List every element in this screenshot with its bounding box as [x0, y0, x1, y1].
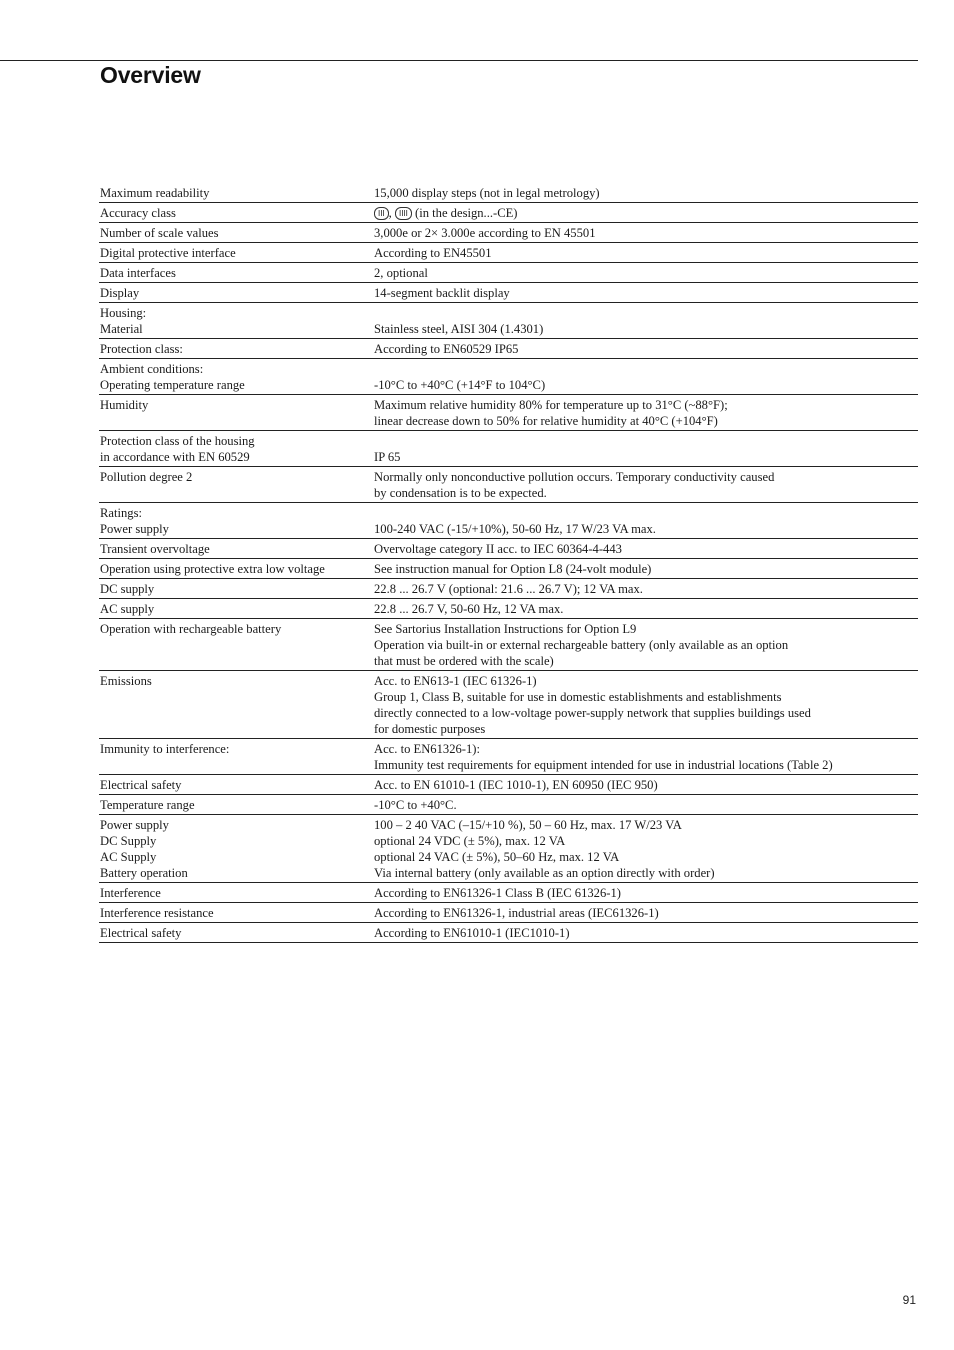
spec-row: [99, 795, 918, 815]
spec-value-line: Immunity test requirements for equipment intended for use in industrial locations (Table 2): [374, 758, 833, 772]
spec-value-line: 3,000e or 2× 3.000e according to EN 45501: [374, 226, 596, 240]
spec-value: [373, 243, 918, 263]
spec-value: [373, 283, 918, 303]
spec-value: [373, 671, 918, 739]
spec-label-line: AC supply: [100, 602, 155, 616]
spec-label: [99, 775, 373, 795]
spec-value-line: 100 – 2 40 VAC (–15/+10 %), 50 – 60 Hz, max. 17 W/23 VA: [374, 818, 682, 832]
spec-label: [99, 359, 373, 395]
spec-row: [99, 395, 918, 431]
spec-label-line: Operating temperature range: [100, 378, 245, 392]
spec-row: [99, 203, 918, 223]
spec-label: [99, 339, 373, 359]
spec-value-line: According to EN61326-1, industrial areas (IEC61326-1): [374, 906, 659, 920]
spec-row: [99, 183, 918, 203]
spec-value: [373, 223, 918, 243]
spec-value-line: According to EN45501: [374, 246, 492, 260]
spec-label: [99, 183, 373, 203]
spec-value-line: 22.8 ... 26.7 V (optional: 21.6 ... 26.7 V); 12 VA max.: [374, 582, 643, 596]
spec-value-line: that must be ordered with the scale): [374, 654, 554, 668]
spec-value: [373, 795, 918, 815]
spec-label-line: Digital protective interface: [100, 246, 236, 260]
spec-row: [99, 263, 918, 283]
spec-value-line: for domestic purposes: [374, 722, 486, 736]
spec-row: [99, 923, 918, 943]
spec-value: [373, 739, 918, 775]
spec-value-line: See Sartorius Installation Instructions for Option L9: [374, 622, 637, 636]
spec-label: [99, 815, 373, 883]
spec-label-line: DC supply: [100, 582, 155, 596]
spec-row: [99, 467, 918, 503]
spec-label-line: Number of scale values: [100, 226, 219, 240]
spec-value: [373, 539, 918, 559]
spec-label-line: Transient overvoltage: [100, 542, 210, 556]
spec-value-line: optional 24 VDC (± 5%), max. 12 VA: [374, 834, 566, 848]
spec-label-line: Electrical safety: [100, 778, 182, 792]
spec-label-line: Material: [100, 322, 143, 336]
spec-label: [99, 303, 373, 339]
spec-value: [373, 775, 918, 795]
spec-value-line: According to EN61010-1 (IEC1010-1): [374, 926, 570, 940]
spec-label: [99, 263, 373, 283]
specifications-table: [99, 183, 918, 943]
spec-label-line: Interference resistance: [100, 906, 214, 920]
spec-row: [99, 359, 918, 395]
spec-value-line: by condensation is to be expected.: [374, 486, 547, 500]
spec-label-line: Temperature range: [100, 798, 195, 812]
spec-value: [373, 359, 918, 395]
spec-label-line: DC Supply: [100, 834, 157, 848]
spec-value: [373, 431, 918, 467]
spec-value: [373, 203, 918, 223]
spec-label-line: Maximum readability: [100, 186, 210, 200]
spec-value-line: 100-240 VAC (-15/+10%), 50-60 Hz, 17 W/23 VA max.: [374, 522, 656, 536]
spec-label-line: Electrical safety: [100, 926, 182, 940]
spec-value-line: According to EN61326-1 Class B (IEC 61326-1): [374, 886, 621, 900]
spec-label-line: Power supply: [100, 522, 169, 536]
spec-row: [99, 431, 918, 467]
spec-row: [99, 903, 918, 923]
spec-label-line: AC Supply: [100, 850, 157, 864]
spec-label: [99, 903, 373, 923]
spec-row: [99, 559, 918, 579]
spec-label: [99, 599, 373, 619]
spec-value-line: -10°C to +40°C.: [374, 798, 457, 812]
spec-label-line: Interference: [100, 886, 161, 900]
spec-value: [373, 883, 918, 903]
spec-label: [99, 203, 373, 223]
spec-row: [99, 619, 918, 671]
spec-row: [99, 815, 918, 883]
spec-row: [99, 883, 918, 903]
spec-row: [99, 739, 918, 775]
spec-label: [99, 923, 373, 943]
spec-label-line: in accordance with EN 60529: [100, 450, 250, 464]
spec-value-line: Acc. to EN 61010-1 (IEC 1010-1), EN 60950 (IEC 950): [374, 778, 658, 792]
spec-value-line: Stainless steel, AISI 304 (1.4301): [374, 322, 544, 336]
spec-label: [99, 223, 373, 243]
spec-label: [99, 283, 373, 303]
spec-row: [99, 579, 918, 599]
spec-value-line: [374, 505, 917, 521]
spec-label: [99, 619, 373, 671]
spec-value-line: Maximum relative humidity 80% for temperature up to 31°C (~88°F);: [374, 398, 728, 412]
spec-value-line: Overvoltage category II acc. to IEC 60364-4-443: [374, 542, 622, 556]
spec-value-line: [374, 433, 917, 449]
spec-value-line: Normally only nonconductive pollution occurs. Temporary conductivity caused: [374, 470, 775, 484]
spec-value: [373, 303, 918, 339]
spec-value-line: According to EN60529 IP65: [374, 342, 519, 356]
spec-value-line: 15,000 display steps (not in legal metrology): [374, 186, 600, 200]
spec-label-line: Protection class:: [100, 342, 183, 356]
spec-label-line: Accuracy class: [100, 206, 176, 220]
spec-label-line: Pollution degree 2: [100, 470, 193, 484]
spec-value: [373, 183, 918, 203]
spec-value-line: optional 24 VAC (± 5%), 50–60 Hz, max. 12 VA: [374, 850, 620, 864]
spec-value-text: ,: [388, 206, 395, 220]
spec-value: [373, 559, 918, 579]
spec-value-line: Operation via built-in or external rechargeable battery (only available as an option: [374, 638, 789, 652]
spec-row: [99, 599, 918, 619]
spec-label: [99, 671, 373, 739]
spec-value-line: Acc. to EN613-1 (IEC 61326-1): [374, 674, 537, 688]
spec-row: [99, 223, 918, 243]
spec-label: [99, 467, 373, 503]
spec-label-line: Ambient conditions:: [100, 362, 204, 376]
specifications-table-body: [99, 183, 918, 943]
spec-row: [99, 671, 918, 739]
spec-row: [99, 243, 918, 263]
spec-value-line: See instruction manual for Option L8 (24-volt module): [374, 562, 652, 576]
accuracy-class-iiii-icon: IIII: [395, 207, 412, 220]
spec-label: [99, 883, 373, 903]
spec-label: [99, 503, 373, 539]
spec-value-line: IP 65: [374, 450, 401, 464]
spec-label-line: Power supply: [100, 818, 169, 832]
spec-label: [99, 559, 373, 579]
spec-label: [99, 795, 373, 815]
spec-label: [99, 243, 373, 263]
spec-label-line: Protection class of the housing: [100, 434, 255, 448]
spec-value-line: 2, optional: [374, 266, 428, 280]
spec-value: [373, 923, 918, 943]
spec-value-line: Acc. to EN61326-1):: [374, 742, 480, 756]
spec-label-line: Humidity: [100, 398, 149, 412]
spec-label: [99, 431, 373, 467]
spec-label: [99, 739, 373, 775]
spec-value: [373, 339, 918, 359]
page-number: 91: [902, 1293, 916, 1307]
spec-row: [99, 539, 918, 559]
spec-value-line: [374, 305, 917, 321]
spec-label-line: Display: [100, 286, 140, 300]
spec-row: [99, 775, 918, 795]
spec-label-line: Operation with rechargeable battery: [100, 622, 282, 636]
spec-label-line: Immunity to interference:: [100, 742, 230, 756]
page-title: Overview: [100, 62, 201, 88]
spec-label: [99, 539, 373, 559]
spec-row: [99, 303, 918, 339]
spec-value: [373, 619, 918, 671]
spec-value-line: -10°C to +40°C (+14°F to 104°C): [374, 378, 546, 392]
spec-row: [99, 503, 918, 539]
spec-row: [99, 339, 918, 359]
spec-value-line: [374, 205, 917, 221]
spec-value: [373, 815, 918, 883]
spec-value-line: [374, 361, 917, 377]
spec-label-line: Battery operation: [100, 866, 188, 880]
spec-label-line: Data interfaces: [100, 266, 176, 280]
spec-value-text: (in the design...-CE): [411, 206, 518, 220]
spec-value: [373, 903, 918, 923]
spec-value: [373, 599, 918, 619]
accuracy-class-iii-icon: III: [374, 207, 389, 220]
spec-value-line: linear decrease down to 50% for relative humidity at 40°C (+104°F): [374, 414, 718, 428]
spec-row: [99, 283, 918, 303]
spec-value-line: directly connected to a low-voltage power-supply network that supplies buildings used: [374, 706, 811, 720]
spec-label: [99, 395, 373, 431]
spec-value-line: Group 1, Class B, suitable for use in domestic establishments and establishments: [374, 690, 782, 704]
spec-value-line: Via internal battery (only available as an option directly with order): [374, 866, 715, 880]
spec-value: [373, 579, 918, 599]
spec-label-line: Ratings:: [100, 506, 142, 520]
spec-value-line: 14-segment backlit display: [374, 286, 510, 300]
spec-value: [373, 263, 918, 283]
spec-value: [373, 395, 918, 431]
top-rule: [0, 60, 918, 61]
spec-label-line: Housing:: [100, 306, 147, 320]
spec-value-line: 22.8 ... 26.7 V, 50-60 Hz, 12 VA max.: [374, 602, 564, 616]
spec-value: [373, 503, 918, 539]
spec-label-line: Emissions: [100, 674, 152, 688]
spec-label-line: Operation using protective extra low voltage: [100, 562, 325, 576]
spec-label: [99, 579, 373, 599]
spec-value: [373, 467, 918, 503]
